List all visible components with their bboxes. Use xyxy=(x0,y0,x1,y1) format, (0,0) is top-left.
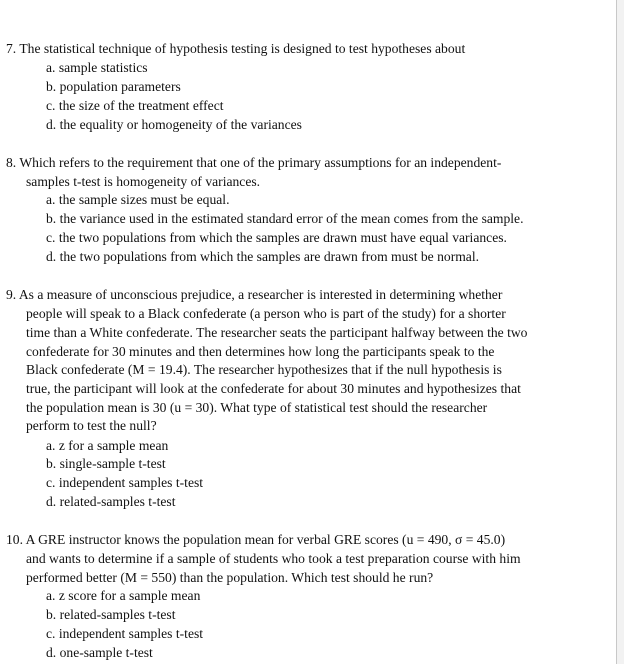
question-10-option-d: d. one-sample t-test xyxy=(46,645,153,660)
question-10-stem-line-1: 10. A GRE instructor knows the population mean for verbal GRE scores (u = 490, σ = 45.0) xyxy=(6,532,506,547)
question-9-option-a: a. z for a sample mean xyxy=(46,438,169,453)
question-10-option-c: c. independent samples t-test xyxy=(46,626,204,641)
question-8-option-b: b. the variance used in the estimated standard error of the mean comes from the sample. xyxy=(46,211,524,226)
question-9-stem-line-5: Black confederate (M = 19.4). The researcher hypothesizes that if the null hypothesis is xyxy=(26,362,502,377)
question-10-stem-line-2: and wants to determine if a sample of students who took a test preparation course with him xyxy=(26,551,521,566)
question-9-stem-line-8: perform to test the null? xyxy=(26,418,157,433)
question-8-stem-line-1: 8. Which refers to the requirement that one of the primary assumptions for an independent- xyxy=(6,155,502,170)
question-9-stem-line-7: the population mean is 30 (u = 30). What type of statistical test should the researcher xyxy=(26,400,488,415)
question-7-option-d: d. the equality or homogeneity of the variances xyxy=(46,117,302,132)
question-7-option-b: b. population parameters xyxy=(46,79,181,94)
question-7-option-c: c. the size of the treatment effect xyxy=(46,98,224,113)
question-8-option-c: c. the two populations from which the samples are drawn must have equal variances. xyxy=(46,230,507,245)
question-10-option-b: b. related-samples t-test xyxy=(46,607,176,622)
question-8-stem-line-2: samples t-test is homogeneity of variances. xyxy=(26,174,261,189)
question-9-stem-line-6: true, the participant will look at the confederate for about 30 minutes and hypothesizes that xyxy=(26,381,521,396)
question-7-stem-line-1: 7. The statistical technique of hypothesis testing is designed to test hypotheses about xyxy=(6,41,466,56)
page-edge-shadow xyxy=(617,0,624,664)
question-9-option-b: b. single-sample t-test xyxy=(46,456,166,471)
question-9-option-d: d. related-samples t-test xyxy=(46,494,176,509)
question-10-option-a: a. z score for a sample mean xyxy=(46,588,201,603)
question-10-stem-line-3: performed better (M = 550) than the population. Which test should he run? xyxy=(26,570,434,585)
question-8-option-a: a. the sample sizes must be equal. xyxy=(46,192,230,207)
question-8-option-d: d. the two populations from which the samples are drawn from must be normal. xyxy=(46,249,480,264)
question-9-stem-line-1: 9. As a measure of unconscious prejudice, a researcher is interested in determining whether xyxy=(6,287,503,302)
question-9-stem-line-3: time than a White confederate. The researcher seats the participant halfway between the two xyxy=(26,325,528,340)
question-9-option-c: c. independent samples t-test xyxy=(46,475,204,490)
question-7-option-a: a. sample statistics xyxy=(46,60,148,75)
question-9-stem-line-2: people will speak to a Black confederate (a person who is part of the study) for a shorter xyxy=(26,306,506,321)
question-9-stem-line-4: confederate for 30 minutes and then determines how long the participants speak to the xyxy=(26,344,495,359)
